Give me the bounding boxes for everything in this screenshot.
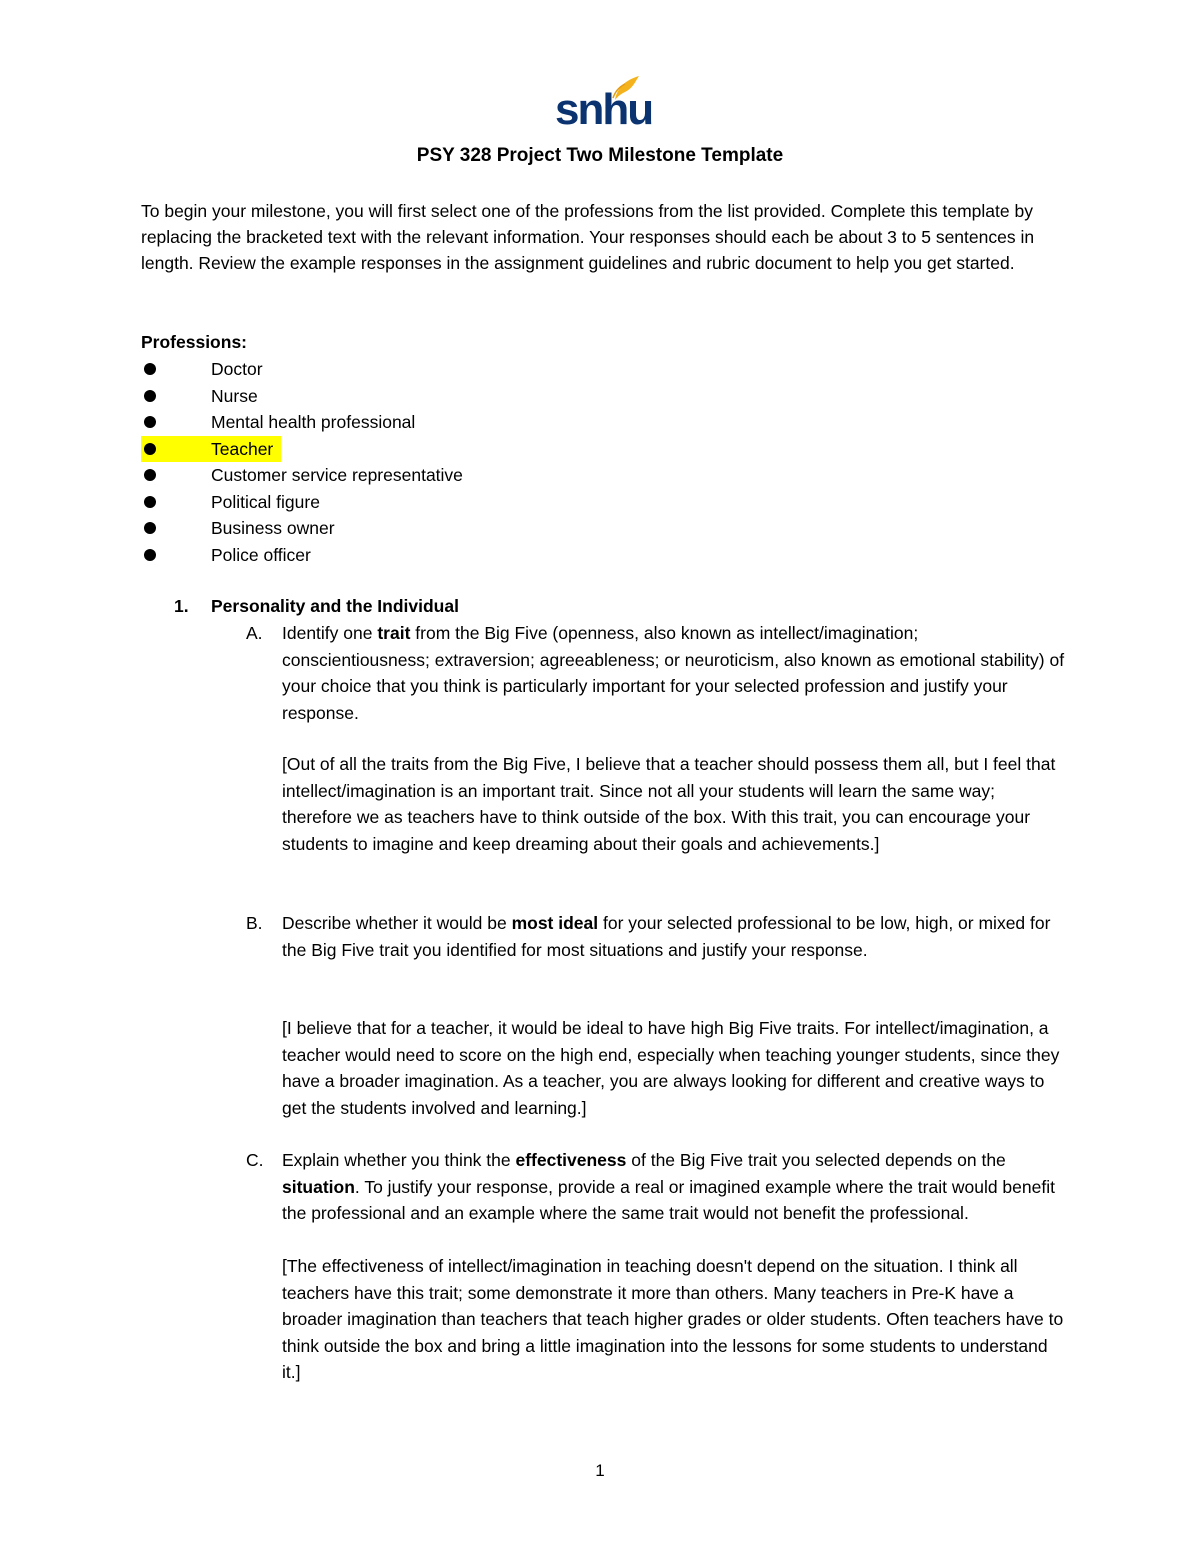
answer-a: [Out of all the traits from the Big Five, I believe that a teacher should possess them all, but I feel that intellect/imagination is an important trait. Since not all your students will learn the same way; therefore we as teachers have to think outside of the box. With this trait, you can encourage your students to imagine and keep dreaming about their goals and achievements.]	[282, 754, 1056, 854]
list-item: Political figure	[141, 489, 281, 516]
bullet-icon	[144, 416, 156, 428]
professions-heading: Professions:	[141, 332, 247, 352]
logo-wordmark: snhu	[555, 85, 653, 134]
question-c-letter: C.	[246, 1150, 264, 1170]
bullet-icon	[144, 549, 156, 561]
question-b-text: Describe whether it would be most ideal for your selected professional to be low, high, or mixed for the Big Five trait you identified for most situations and justify your response.	[282, 913, 1051, 960]
list-item: Nurse	[141, 383, 281, 410]
professions-list	[141, 356, 463, 568]
bullet-icon	[144, 522, 156, 534]
list-item: Business owner	[141, 515, 281, 542]
section-number: 1.	[174, 596, 189, 616]
bullet-icon	[144, 443, 156, 455]
bullet-icon	[144, 390, 156, 402]
question-b-letter: B.	[246, 913, 263, 933]
snhu-logo	[555, 74, 653, 134]
intro-paragraph: To begin your milestone, you will first select one of the professions from the list provided. Complete this template by replacing the bracketed text with the relevant information. Your responses should each be about 3 to 5 sentences in length. Review the example responses in the assignment guidelines and rubric document to help you get started.	[141, 201, 1035, 273]
question-a-text: Identify one trait from the Big Five (openness, also known as intellect/imagination; conscientiousness; extraversion; agreeableness; or neuroticism, also known as emotional stability) of your choice that you think is particularly important for your selected profession and justify your response.	[282, 623, 1065, 723]
list-item: Customer service representative	[141, 462, 281, 489]
bullet-icon	[144, 363, 156, 375]
bullet-icon	[144, 469, 156, 481]
list-item: Police officer	[141, 542, 281, 569]
bullet-icon	[144, 496, 156, 508]
flame-leaf-icon	[611, 74, 641, 102]
page-number: 1	[595, 1461, 605, 1480]
page-title: PSY 328 Project Two Milestone Template	[416, 145, 784, 166]
list-item: Doctor	[141, 356, 281, 383]
list-item-selected: Teacher	[141, 436, 281, 463]
question-a-letter: A.	[246, 623, 263, 643]
answer-c: [The effectiveness of intellect/imagination in teaching doesn't depend on the situation. I think all teachers have this trait; some demonstrate it more than others. Many teachers in Pre-K have a broader imagination than teachers that teach higher grades or older students. Often teachers have to think outside the box and bring a little imagination into the lessons for some students to understand it.]	[282, 1256, 1064, 1382]
section-title: Personality and the Individual	[211, 596, 459, 616]
question-c-text: Explain whether you think the effectiveness of the Big Five trait you selected depends on the situation. To justify your response, provide a real or imagined example where the trait would benefit the professional and an example where the same trait would not benefit the professional.	[282, 1150, 1055, 1223]
answer-b: [I believe that for a teacher, it would be ideal to have high Big Five traits. For intellect/imagination, a teacher would need to score on the high end, especially when teaching younger students, since they have a broader imagination. As a teacher, you are always looking for different and creative ways to get the students involved and learning.]	[282, 1018, 1060, 1118]
list-item: Mental health professional	[141, 409, 281, 436]
